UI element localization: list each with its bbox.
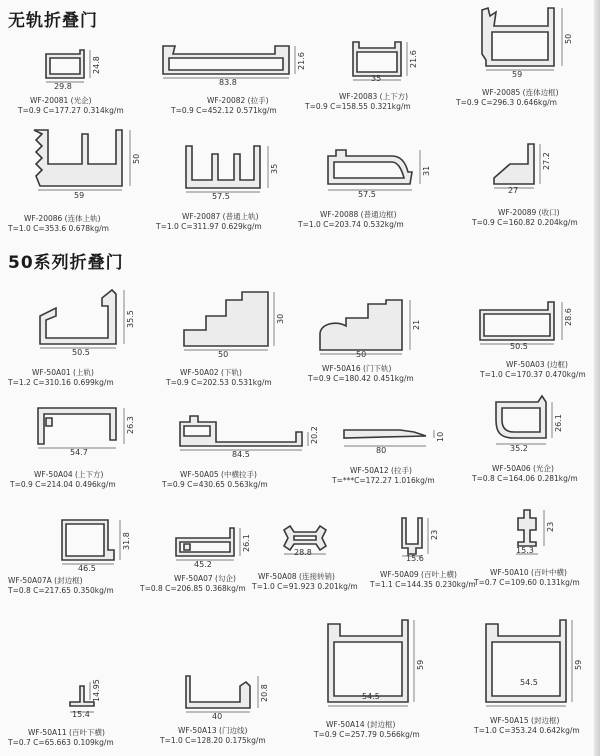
model-label: WF-20082 (拉手) [207, 96, 269, 105]
model-label: WF-50A15 (封边框) [490, 716, 560, 725]
dim-width: 54.7 [70, 448, 88, 457]
profile-drawing [488, 138, 568, 198]
profile-drawing [322, 616, 422, 716]
spec-label: T=1.0 C=91.923 0.201kg/m [252, 582, 358, 591]
model-label: WF-50A04 (上下方) [34, 470, 104, 479]
model-label: WF-20086 (连体上轨) [24, 214, 101, 223]
dim-height: 30 [276, 313, 285, 324]
dim-height: 50 [132, 153, 141, 164]
model-label: WF-50A12 (拉手) [350, 466, 412, 475]
dim-width: 83.8 [219, 78, 237, 87]
model-label: WF-50A08 (连接转销) [258, 572, 335, 581]
dim-height: 26.1 [242, 534, 251, 552]
dim-width: 15.4 [72, 710, 90, 719]
spec-label: T=0.7 C=109.60 0.131kg/m [474, 578, 580, 587]
spec-label: T=1.0 C=170.37 0.470kg/m [480, 370, 586, 379]
spec-label: T=0.9 C=296.3 0.646kg/m [456, 98, 557, 107]
dim-height: 27.2 [542, 152, 551, 170]
model-label: WF-20087 (普通上轨) [182, 212, 259, 221]
model-label: WF-20083 (上下方) [339, 92, 409, 101]
dim-width: 50.5 [510, 342, 528, 351]
spec-label: T=0.9 C=257.79 0.566kg/m [314, 730, 420, 739]
dim-height: 21.6 [297, 52, 306, 70]
profile-drawing [480, 616, 580, 716]
dim-height: 59 [574, 659, 583, 670]
dim-width: 29.8 [54, 82, 72, 91]
dim-width: 15.3 [516, 546, 534, 555]
dim-width: 59 [74, 191, 85, 200]
profile-drawing [396, 514, 456, 574]
spec-label: T=0.8 C=206.85 0.368kg/m [140, 584, 246, 593]
spec-label: T=1.0 C=353.24 0.642kg/m [474, 726, 580, 735]
model-label: WF-20088 (普通边框) [320, 210, 397, 219]
dim-width: 80 [376, 446, 387, 455]
profile-drawing [474, 296, 584, 356]
dim-width: 35.2 [510, 444, 528, 453]
model-label: WF-50A09 (百叶上横) [380, 570, 457, 579]
spec-label: T=1.0 C=128.20 0.175kg/m [160, 736, 266, 745]
spec-label: T=1.0 C=353.6 0.678kg/m [8, 224, 109, 233]
spec-label: T=0.9 C=180.42 0.451kg/m [308, 374, 414, 383]
dim-width: 59 [512, 70, 523, 79]
dim-height: 23 [430, 529, 439, 540]
profile-drawing [510, 506, 570, 566]
spec-label: T=1.0 C=203.74 0.532kg/m [298, 220, 404, 229]
section-title-50-series-folding-door: 50系列折叠门 [8, 253, 124, 273]
model-label: WF-50A14 (封边框) [326, 720, 396, 729]
dim-width: 46.5 [78, 564, 96, 573]
model-label: WF-50A06 (光企) [492, 464, 554, 473]
model-label: WF-50A05 (中横拉手) [180, 470, 257, 479]
dim-width: 15.6 [406, 554, 424, 563]
dim-height: 28.6 [564, 308, 573, 326]
spec-label: T=0.9 C=202.53 0.531kg/m [166, 378, 272, 387]
spec-label: T=0.9 C=214.04 0.496kg/m [10, 480, 116, 489]
model-label: WF-50A07 (勾企) [174, 574, 236, 583]
dim-height: 24.8 [92, 56, 101, 74]
spec-label: T=1.0 C=311.97 0.629kg/m [156, 222, 262, 231]
dim-width: 50.5 [72, 348, 90, 357]
dim-width: 54.5 [520, 678, 538, 687]
dim-width: 54.5 [362, 692, 380, 701]
spec-label: T=0.7 C=65.663 0.109kg/m [8, 738, 114, 747]
dim-height: 20.8 [260, 684, 269, 702]
dim-width: 57.5 [212, 192, 230, 201]
model-label: WF-50A11 (百叶下横) [28, 728, 105, 737]
model-label: WF-50A16 (门下轨) [322, 364, 392, 373]
dim-height: 20.2 [310, 426, 319, 444]
profile-drawing [155, 40, 305, 80]
spec-label: T=0.9 C=177.27 0.314kg/m [18, 106, 124, 115]
dim-height: 14.95 [92, 679, 101, 702]
profile-drawing [316, 298, 426, 358]
dim-height: 35 [270, 163, 279, 174]
profile-drawing [56, 514, 146, 574]
spec-label: T=***C=172.27 1.016kg/m [332, 476, 435, 485]
page-edge-shadow [594, 0, 600, 756]
dim-width: 57.5 [358, 190, 376, 199]
dim-width: 84.5 [232, 450, 250, 459]
profile-drawing [340, 420, 450, 460]
profile-drawing [180, 140, 280, 200]
spec-label: T=0.9 C=452.12 0.571kg/m [171, 106, 277, 115]
dim-height: 35.5 [126, 310, 135, 328]
dim-width: 45.2 [194, 560, 212, 569]
model-label: WF-20085 (连体边框) [482, 88, 559, 97]
model-label: WF-50A07A (封边框) [8, 576, 83, 585]
profile-drawing [178, 290, 298, 360]
profile-drawing [322, 144, 432, 200]
model-label: WF-50A02 (下轨) [180, 368, 242, 377]
dim-width: 35 [371, 74, 382, 83]
dim-height: 21 [412, 319, 421, 330]
dim-width: 27 [508, 186, 519, 195]
spec-label: T=1.2 C=310.16 0.699kg/m [8, 378, 114, 387]
model-label: WF-50A01 (上轨) [32, 368, 94, 377]
model-label: WF-50A10 (百叶中横) [490, 568, 567, 577]
dim-width: 40 [212, 712, 223, 721]
dim-height: 31.8 [122, 532, 131, 550]
dim-height: 59 [416, 659, 425, 670]
model-label: WF-20081 (光企) [30, 96, 92, 105]
spec-label: T=0.9 C=160.82 0.204kg/m [472, 218, 578, 227]
dim-height: 50 [564, 33, 573, 44]
model-label: WF-50A03 (边框) [506, 360, 568, 369]
dim-width: 50 [218, 350, 229, 359]
spec-label: T=0.9 C=430.65 0.563kg/m [162, 480, 268, 489]
profile-drawing [478, 4, 578, 84]
profile-drawing [32, 404, 152, 464]
dim-height: 26.3 [126, 416, 135, 434]
dim-height: 23 [546, 521, 555, 532]
dim-height: 10 [436, 431, 445, 442]
spec-label: T=0.9 C=158.55 0.321kg/m [305, 102, 411, 111]
dim-height: 26.1 [554, 414, 563, 432]
model-label: WF-50A13 (门边线) [178, 726, 248, 735]
dim-width: 50 [356, 350, 367, 359]
dim-height: 31 [422, 165, 431, 176]
section-title-trackless-folding-door: 无轨折叠门 [8, 11, 98, 31]
spec-label: T=1.1 C=144.35 0.230kg/m [370, 580, 476, 589]
spec-label: T=0.8 C=217.65 0.350kg/m [8, 586, 114, 595]
dim-width: 28.8 [294, 548, 312, 557]
spec-label: T=0.8 C=164.06 0.281kg/m [472, 474, 578, 483]
dim-height: 21.6 [409, 50, 418, 68]
model-label: WF-20089 (收口) [498, 208, 560, 217]
